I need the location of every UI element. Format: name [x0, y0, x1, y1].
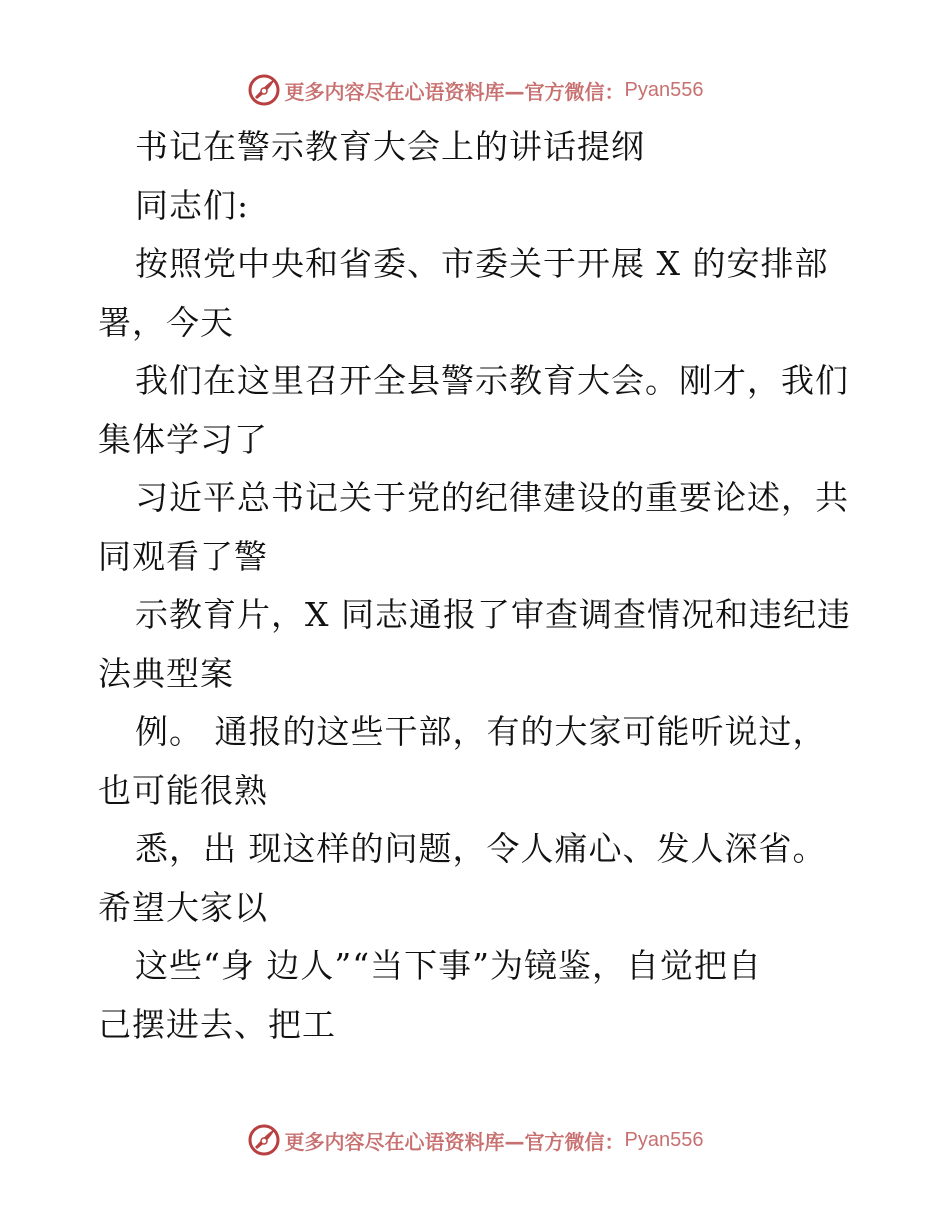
paragraph-line: 按照党中央和省委、市委关于开展 X 的安排部 [135, 244, 829, 283]
paragraph-line: 也可能很熟 [98, 770, 268, 810]
paragraph-line: 示教育片，X 同志通报了审查调查情况和违纪违 [135, 595, 851, 634]
document-title: 书记在警示教育大会上的讲话提纲 [135, 127, 645, 166]
banner-text: 更多内容尽在心语资料库—官方微信： [284, 79, 625, 104]
paragraph-line: 习近平总书记关于党的纪律建设的重要论述，共 [135, 478, 849, 517]
paragraph-line: 这些“身 边人”“当下事”为镜鉴，自觉把自 [135, 946, 762, 985]
ink-brush-logo-icon [247, 1123, 281, 1157]
ink-brush-logo-icon [247, 73, 281, 107]
salutation: 同志们: [135, 185, 250, 225]
banner-account: Pyan556 [624, 1128, 704, 1151]
paragraph-line: 署，今天 [98, 302, 234, 342]
header-banner [0, 70, 950, 110]
paragraph-line: 悉，出 现这样的问题，令人痛心、发人深省。 [135, 829, 827, 868]
paragraph-line: 例。 通报的这些干部，有的大家可能听说过， [135, 712, 827, 751]
paragraph-line: 同观看了警 [98, 536, 268, 576]
paragraph-line: 法典型案 [98, 653, 234, 693]
paragraph-line: 己摆进去、把工 [98, 1004, 336, 1044]
paragraph-line: 集体学习了 [98, 419, 268, 459]
banner-text: 更多内容尽在心语资料库—官方微信： [284, 1129, 625, 1154]
paragraph-line: 我们在这里召开全县警示教育大会。刚才，我们 [135, 361, 849, 400]
document-body [98, 118, 858, 1054]
paragraph-line: 希望大家以 [98, 887, 268, 927]
footer-banner [0, 1120, 950, 1160]
banner-account: Pyan556 [624, 78, 704, 101]
